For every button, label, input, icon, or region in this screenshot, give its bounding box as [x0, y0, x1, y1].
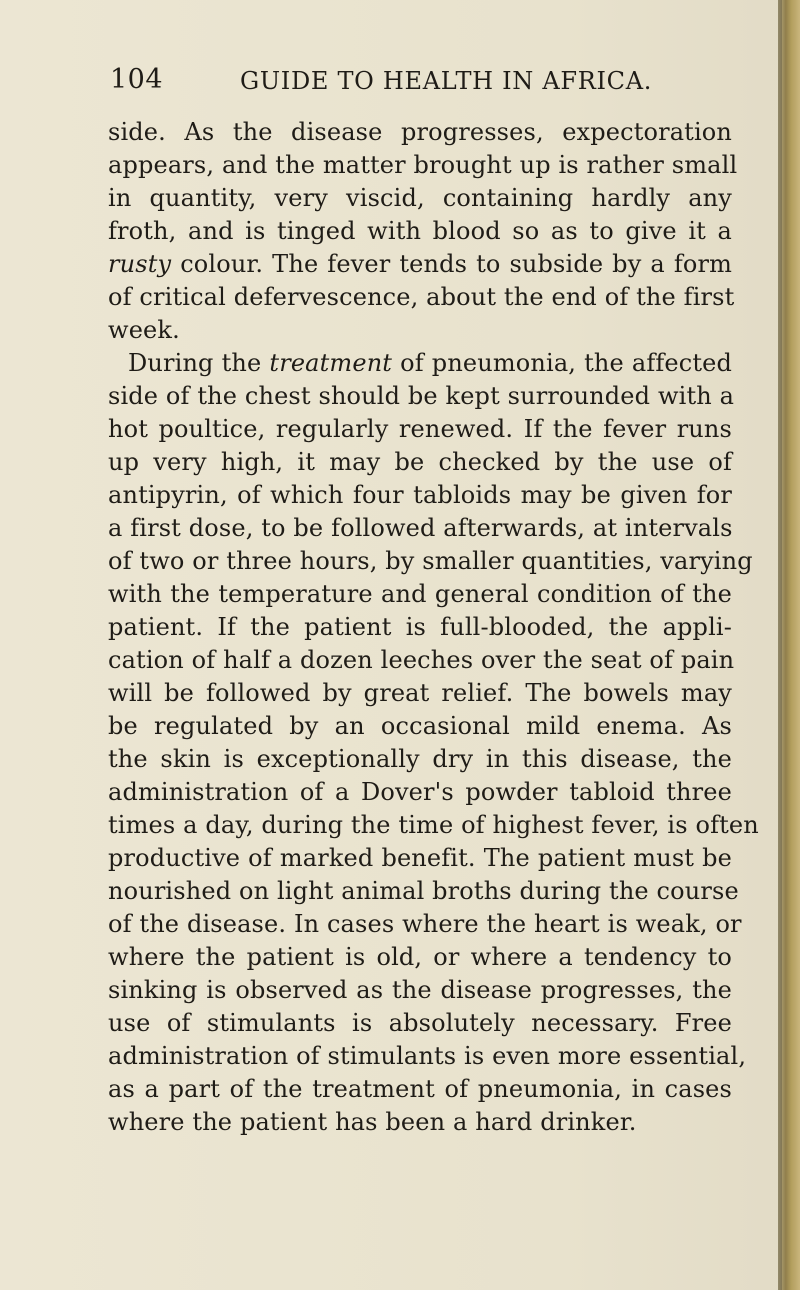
text-line-16: patient. If the patient is full-blooded, the appli- — [108, 613, 732, 641]
text-line-27: sinking is observed as the disease progresses, the — [108, 976, 732, 1004]
text-line-21: administration of a Dover's powder tabloid three — [108, 778, 732, 806]
text-line-26: where the patient is old, or where a tendency to — [108, 943, 732, 971]
text-line-22: times a day, during the time of highest fever, is often — [108, 811, 759, 839]
text-line-28: use of stimulants is absolutely necessary. Free — [108, 1009, 732, 1037]
text-line-8-end: of pneumonia, the affected — [400, 349, 733, 377]
text-line-14: of two or three hours, by smaller quantities, varying — [108, 547, 753, 575]
text-line-12: antipyrin, of which four tabloids may be given for — [108, 481, 732, 509]
text-line-23: productive of marked benefit. The patient must be — [108, 844, 732, 872]
text-line-7: week. — [108, 316, 180, 344]
italic-word-treatment: treatment — [269, 349, 393, 377]
page-number: 104 — [110, 64, 164, 95]
text-line-25: of the disease. In cases where the heart is weak, or — [108, 910, 742, 938]
text-line-20: the skin is exceptionally dry in this disease, the — [108, 745, 732, 773]
text-line-4: froth, and is tinged with blood so as to give it a — [108, 217, 732, 245]
text-line-11: up very high, it may be checked by the use of — [108, 448, 732, 476]
text-line-17: cation of half a dozen leeches over the seat of pain — [108, 646, 735, 674]
text-line-1: side. As the disease progresses, expectoration — [108, 118, 732, 146]
page-header — [110, 64, 670, 104]
text-line-5-rest: colour. The fever tends to subside by a form — [180, 250, 733, 278]
text-line-8-start: During the — [128, 349, 262, 377]
text-line-24: nourished on light animal broths during the course — [108, 877, 739, 905]
text-line-2: appears, and the matter brought up is rather small — [108, 151, 738, 179]
running-head: GUIDE TO HEALTH IN AFRICA. — [240, 67, 653, 95]
text-line-31: where the patient has been a hard drinker. — [108, 1108, 637, 1136]
body-text — [108, 116, 759, 1139]
text-line-13: a first dose, to be followed afterwards, at intervals — [108, 514, 733, 542]
text-line-29: administration of stimulants is even more essential, — [108, 1042, 747, 1070]
text-line-9: side of the chest should be kept surrounded with a — [108, 382, 735, 410]
italic-word-rusty: rusty — [108, 250, 172, 278]
text-line-6: of critical defervescence, about the end of the first — [108, 283, 735, 311]
text-line-19: be regulated by an occasional mild enema. As — [108, 712, 732, 740]
page-edge — [778, 0, 800, 1290]
text-line-5 — [108, 248, 732, 281]
text-line-10: hot poultice, regularly renewed. If the fever runs — [108, 415, 732, 443]
text-line-30: as a part of the treatment of pneumonia, in cases — [108, 1075, 732, 1103]
text-line-18: will be followed by great relief. The bowels may — [108, 679, 732, 707]
text-line-3: in quantity, very viscid, containing hardly any — [108, 184, 732, 212]
text-line-8 — [108, 347, 732, 380]
text-line-15: with the temperature and general condition of the — [108, 580, 732, 608]
